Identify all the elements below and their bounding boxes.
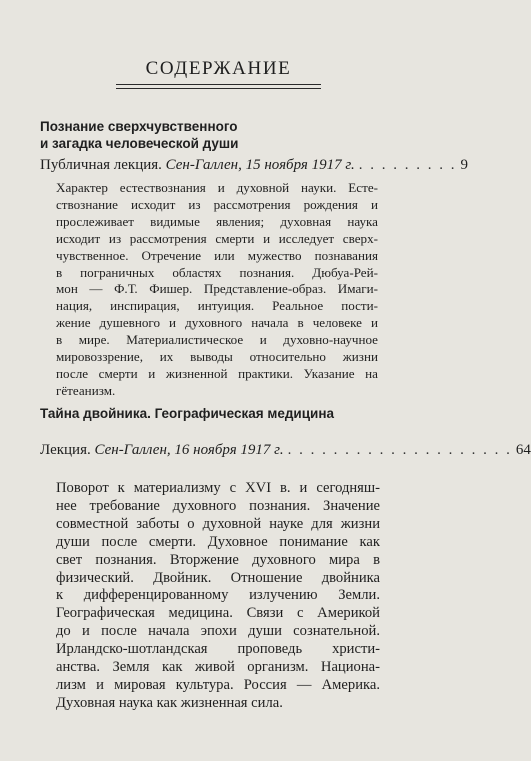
summary-line: исходит из рассмотрения смерти и исследует сверх-: [56, 230, 378, 246]
title-rule-bottom: [116, 88, 321, 89]
leader-dots: . . . . . . . . .: [358, 157, 457, 173]
summary-line: Ирландско-шотландская проповедь христи-: [56, 641, 380, 658]
summary-line: после смерти и жизненной практики. Указание на: [56, 365, 378, 381]
summary-line: мировоззрение, их выводы относительно жизни: [56, 349, 378, 365]
leader-dots: . . . . . . . . . . . . . . . . . . . .: [287, 442, 512, 458]
lecture-label: Лекция.: [40, 442, 91, 458]
summary-line: в пограничных областях познания. Дюбуа-Рей-: [56, 264, 378, 280]
summary-line: чувственное. Отречение или мужество познавания: [56, 247, 378, 263]
section-2-summary: [56, 480, 380, 713]
section-2-lecture-entry[interactable]: [40, 441, 531, 459]
section-heading-line: Познание сверхчувственного: [40, 119, 238, 134]
section-2-heading: [40, 405, 400, 422]
summary-line: гётеанизм.: [56, 382, 116, 398]
summary-line: души после смерти. Духовное понимание как: [56, 533, 380, 550]
summary-line: анства. Земля как живой организм. Национа-: [56, 659, 380, 676]
summary-line: нация, инспирация, интуиция. Реальное пости-: [56, 298, 378, 314]
summary-line: Духовная наука как жизненная сила.: [56, 694, 283, 711]
lecture-place-date: Сен-Галлен, 15 ноября 1917 г.: [165, 157, 355, 173]
section-heading-line: и загадка человеческой души: [40, 136, 239, 151]
summary-line: физический. Двойник. Отношение двойника: [56, 569, 380, 586]
summary-line: совместной заботы о духовной науке для жизни: [56, 515, 380, 532]
summary-line: Географическая медицина. Связи с Америкой: [56, 605, 380, 622]
section-heading-line: Тайна двойника. Географическая медицина: [40, 406, 334, 421]
summary-line: до и после начала эпохи души сознательной.: [56, 623, 380, 640]
page-title: СОДЕРЖАНИЕ: [145, 58, 292, 79]
summary-line: нее требование духовного познания. Значение: [56, 497, 380, 514]
summary-line: к дифференцированному излучению Земли.: [56, 587, 380, 604]
page-number: 9: [460, 157, 469, 173]
summary-line: жение душевного и духовного начала в человеке и: [56, 315, 378, 331]
page-number: 64: [515, 442, 531, 458]
summary-line: ствознание исходит из рассмотрения рождения и: [56, 196, 378, 212]
section-1-lecture-entry[interactable]: [40, 156, 469, 174]
lecture-place-date: Сен-Галлен, 16 ноября 1917 г.: [94, 442, 284, 458]
lecture-label: Публичная лекция.: [40, 157, 162, 173]
section-1-heading: [40, 118, 400, 152]
summary-line: свет познания. Вторжение духовного мира в: [56, 551, 380, 568]
toc-title-block: [116, 58, 321, 89]
summary-line: в мире. Материалистическое и духовно-научное: [56, 332, 378, 348]
section-1-summary: [56, 180, 378, 400]
summary-line: Поворот к материализму с XVI в. и сегодняш-: [56, 480, 380, 496]
summary-line: Характер естествознания и духовной науки. Есте-: [56, 180, 378, 195]
summary-line: мон — Ф.Т. Фишер. Представление-образ. Имаги-: [56, 281, 378, 297]
summary-line: лизм и мировая культура. Россия — Америка.: [56, 676, 380, 693]
summary-line: прослеживает видимые явления; духовная наука: [56, 213, 378, 229]
title-rule-top: [116, 84, 321, 85]
